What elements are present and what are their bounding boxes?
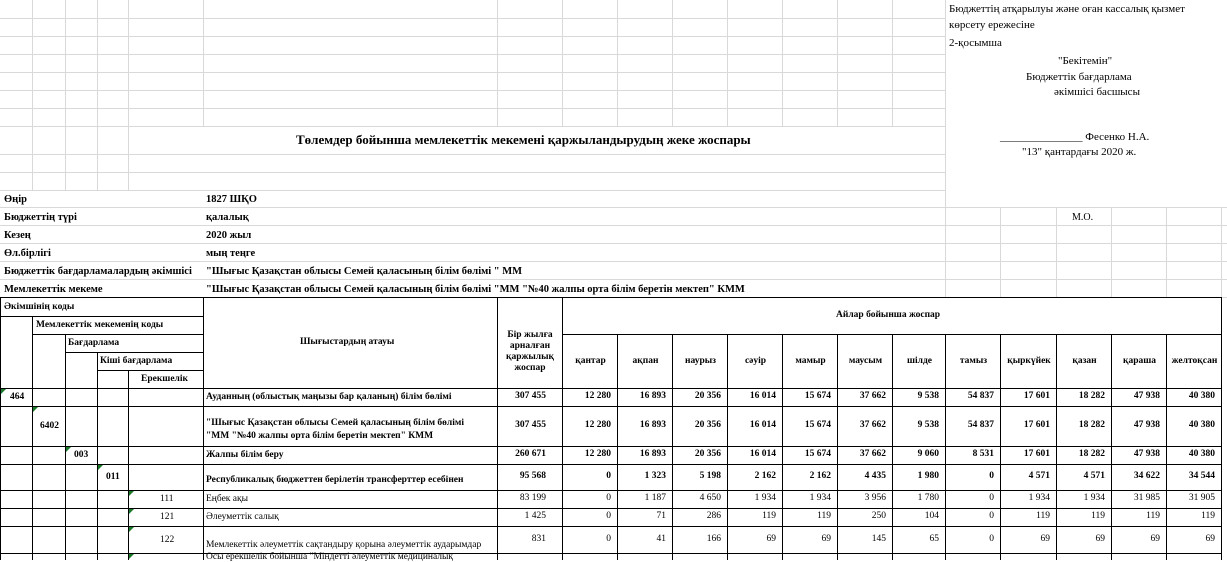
month-value-cell: 47 938	[1133, 420, 1160, 430]
header-annual-line1: Бір жылға	[507, 330, 553, 340]
month-value-cell: 34 622	[1133, 471, 1160, 481]
month-value-cell: 37 662	[859, 420, 886, 430]
annual-plan-cell: 260 671	[515, 449, 546, 459]
month-value-cell: 1 934	[809, 493, 831, 503]
row-code-institution: 6402	[40, 421, 59, 431]
row-name-admin: Ауданның (облыстық маңызы бар қаланың) білім бөлімі	[206, 392, 452, 402]
month-jan: қантар	[575, 356, 606, 366]
month-value-cell: 41	[656, 534, 666, 544]
month-value-cell: 18 282	[1078, 391, 1105, 401]
month-value-cell: 54 837	[967, 420, 994, 430]
row-name-122: Мемлекеттік әлеуметтік сақтандыру қорына әлеуметтік аударымдар	[206, 540, 482, 550]
approval-rules-line1: Бюджеттің атқарылуы және оған кассалық қызмет	[949, 3, 1185, 15]
info-value-region: 1827 ШҚО	[206, 194, 257, 205]
month-value-cell: 31 905	[1188, 493, 1215, 503]
month-dec: желтоқсан	[1171, 356, 1218, 366]
row-code-122: 122	[160, 535, 175, 545]
month-value-cell: 17 601	[1023, 449, 1050, 459]
month-value-cell: 0	[606, 534, 611, 544]
month-nov: қараша	[1122, 356, 1157, 366]
month-value-cell: 5 198	[699, 471, 721, 481]
month-value-cell: 0	[989, 493, 994, 503]
month-value-cell: 16 014	[749, 391, 776, 401]
month-value-cell: 12 280	[584, 391, 611, 401]
info-label-administrator: Бюджеттік бағдарламалардың әкімшісі	[4, 266, 192, 277]
row-name-111: Еңбек ақы	[206, 494, 249, 504]
month-value-cell: 166	[706, 534, 721, 544]
month-value-cell: 9 060	[917, 449, 939, 459]
month-value-cell: 16 014	[749, 449, 776, 459]
month-value-cell: 3 956	[864, 493, 886, 503]
month-value-cell: 20 356	[694, 391, 721, 401]
month-value-cell: 31 985	[1133, 493, 1160, 503]
month-value-cell: 16 893	[639, 391, 666, 401]
header-subprogram: Кіші бағдарлама	[100, 356, 173, 366]
month-value-cell: 1 934	[1083, 493, 1105, 503]
annual-plan-cell: 95 568	[519, 471, 546, 481]
month-value-cell: 8 531	[972, 449, 994, 459]
header-program: Бағдарлама	[68, 338, 120, 348]
month-jun: маусым	[848, 356, 883, 366]
cell-marker	[129, 527, 134, 532]
info-value-unit: мың теңге	[206, 248, 256, 259]
annual-plan-cell: 831	[531, 534, 546, 544]
month-value-cell: 0	[989, 511, 994, 521]
cell-marker	[129, 554, 134, 559]
month-value-cell: 0	[989, 471, 994, 481]
approved-label: "Бекітемін"	[1058, 55, 1113, 67]
month-value-cell: 69	[766, 534, 776, 544]
month-value-cell: 2 162	[754, 471, 776, 481]
info-label-institution: Мемлекеттік мекеме	[4, 284, 103, 295]
month-value-cell: 47 938	[1133, 449, 1160, 459]
approval-rules-line2: көрсету ережесіне	[949, 19, 1035, 31]
header-annual-line2: арналған	[509, 341, 551, 351]
info-label-region: Өңір	[4, 194, 27, 205]
month-value-cell: 54 837	[967, 391, 994, 401]
info-value-budget-type: қалалық	[206, 212, 249, 223]
month-value-cell: 104	[924, 511, 939, 521]
info-label-budget-type: Бюджеттің түрі	[4, 212, 77, 223]
month-value-cell: 119	[1091, 511, 1105, 521]
month-value-cell: 286	[706, 511, 721, 521]
month-value-cell: 119	[817, 511, 831, 521]
cell-marker	[129, 509, 134, 514]
month-value-cell: 12 280	[584, 420, 611, 430]
month-value-cell: 47 938	[1133, 391, 1160, 401]
cell-marker	[129, 491, 134, 496]
month-value-cell: 37 662	[859, 391, 886, 401]
row-name-next: Осы ерекшелік бойынша "Міндетті әлеуметтік медициналық	[206, 552, 454, 562]
header-expense-name: Шығыстардың атауы	[300, 337, 395, 347]
month-value-cell: 119	[1201, 511, 1215, 521]
header-monthly-plan: Айлар бойынша жоспар	[836, 310, 941, 320]
row-code-subprogram: 011	[106, 472, 120, 482]
cell-marker	[98, 465, 103, 470]
month-value-cell: 1 187	[644, 493, 666, 503]
month-value-cell: 119	[762, 511, 776, 521]
month-value-cell: 1 323	[644, 471, 666, 481]
annual-plan-cell: 307 455	[515, 420, 546, 430]
month-aug: тамыз	[959, 356, 988, 366]
header-admin-code: Әкімшінің коды	[4, 302, 75, 312]
month-value-cell: 40 380	[1188, 420, 1215, 430]
month-value-cell: 18 282	[1078, 449, 1105, 459]
cell-marker	[33, 407, 38, 412]
month-oct: қазан	[1072, 356, 1097, 366]
month-value-cell: 2 162	[809, 471, 831, 481]
month-value-cell: 20 356	[694, 420, 721, 430]
month-value-cell: 0	[606, 511, 611, 521]
info-value-administrator: "Шығыс Қазақстан облысы Семей қаласының білім бөлімі " ММ	[206, 266, 523, 277]
info-value-institution: "Шығыс Қазақстан облысы Семей қаласының білім бөлімі "ММ "№40 жалпы орта білім беретін мектеп" КММ	[206, 284, 745, 295]
month-jul: шілде	[906, 356, 932, 366]
row-name-121: Әлеуметтік салық	[206, 512, 279, 522]
month-value-cell: 65	[929, 534, 939, 544]
annual-plan-cell: 1 425	[524, 511, 546, 521]
month-value-cell: 0	[606, 471, 611, 481]
month-value-cell: 16 893	[639, 420, 666, 430]
month-value-cell: 1 934	[754, 493, 776, 503]
month-value-cell: 69	[1040, 534, 1050, 544]
month-value-cell: 69	[821, 534, 831, 544]
document-title: Төлемдер бойынша мемлекеттік мекемені қаржыландырудың жеке жоспары	[296, 132, 751, 147]
month-value-cell: 4 435	[864, 471, 886, 481]
month-value-cell: 145	[871, 534, 886, 544]
annual-plan-cell: 307 455	[515, 391, 546, 401]
annex-label: 2-қосымша	[949, 37, 1002, 49]
row-name-subprogram: Республикалық бюджеттен берілетін трансферттер есебінен	[206, 475, 464, 485]
month-value-cell: 34 544	[1188, 471, 1215, 481]
annual-plan-cell: 83 199	[519, 493, 546, 503]
month-value-cell: 0	[606, 493, 611, 503]
month-value-cell: 17 601	[1023, 391, 1050, 401]
month-value-cell: 71	[656, 511, 666, 521]
month-value-cell: 9 538	[917, 391, 939, 401]
month-value-cell: 1 780	[917, 493, 939, 503]
header-annual-line3: қаржылық	[505, 352, 555, 362]
month-may: мамыр	[795, 356, 826, 366]
month-value-cell: 119	[1036, 511, 1050, 521]
month-value-cell: 69	[1205, 534, 1215, 544]
header-annual-line4: жоспар	[514, 363, 546, 373]
month-value-cell: 69	[1095, 534, 1105, 544]
month-apr: сәуір	[744, 356, 767, 366]
month-value-cell: 17 601	[1023, 420, 1050, 430]
month-value-cell: 20 356	[694, 449, 721, 459]
month-value-cell: 12 280	[584, 449, 611, 459]
row-code-121: 121	[160, 512, 175, 522]
month-value-cell: 18 282	[1078, 420, 1105, 430]
month-value-cell: 40 380	[1188, 449, 1215, 459]
month-value-cell: 15 674	[804, 420, 831, 430]
row-code-program: 003	[74, 450, 89, 460]
month-value-cell: 4 571	[1028, 471, 1050, 481]
month-value-cell: 16 893	[639, 449, 666, 459]
row-name-institution-line2: "ММ "№40 жалпы орта білім беретін мектеп" КММ	[206, 431, 434, 441]
month-value-cell: 69	[1150, 534, 1160, 544]
month-mar: наурыз	[684, 356, 716, 366]
row-name-program: Жалпы білім беру	[206, 450, 284, 460]
month-sep: қыркүйек	[1007, 356, 1051, 366]
stamp-place-label: М.О.	[1072, 212, 1094, 223]
month-value-cell: 0	[989, 534, 994, 544]
month-value-cell: 250	[871, 511, 886, 521]
month-value-cell: 37 662	[859, 449, 886, 459]
month-value-cell: 4 650	[699, 493, 721, 503]
approval-date: "13" қантардағы 2020 ж.	[1022, 146, 1137, 158]
info-label-unit: Өл.бірлігі	[4, 248, 51, 259]
info-label-period: Кезең	[4, 230, 31, 241]
row-code-admin: 464	[10, 392, 25, 402]
info-value-period: 2020 жыл	[206, 230, 252, 241]
cell-marker	[1, 389, 6, 394]
cell-marker	[66, 447, 71, 452]
month-value-cell: 1 980	[917, 471, 939, 481]
month-value-cell: 16 014	[749, 420, 776, 430]
approver-role-line2: әкімшісі басшысы	[1054, 86, 1140, 98]
month-value-cell: 4 571	[1083, 471, 1105, 481]
row-code-111: 111	[160, 494, 174, 504]
month-value-cell: 15 674	[804, 391, 831, 401]
month-value-cell: 40 380	[1188, 391, 1215, 401]
row-name-institution-line1: "Шығыс Қазақстан облысы Семей қаласының білім бөлімі	[206, 418, 465, 428]
approver-role-line1: Бюджеттік бағдарлама	[1026, 71, 1132, 83]
month-value-cell: 15 674	[804, 449, 831, 459]
header-institution-code: Мемлекеттік мекеменің коды	[36, 320, 164, 330]
month-value-cell: 119	[1146, 511, 1160, 521]
header-specific: Ерекшелік	[141, 374, 188, 384]
month-value-cell: 1 934	[1028, 493, 1050, 503]
month-value-cell: 9 538	[917, 420, 939, 430]
month-feb: ақпан	[632, 356, 659, 366]
signature-line: _______________ Фесенко Н.А.	[1000, 131, 1150, 143]
